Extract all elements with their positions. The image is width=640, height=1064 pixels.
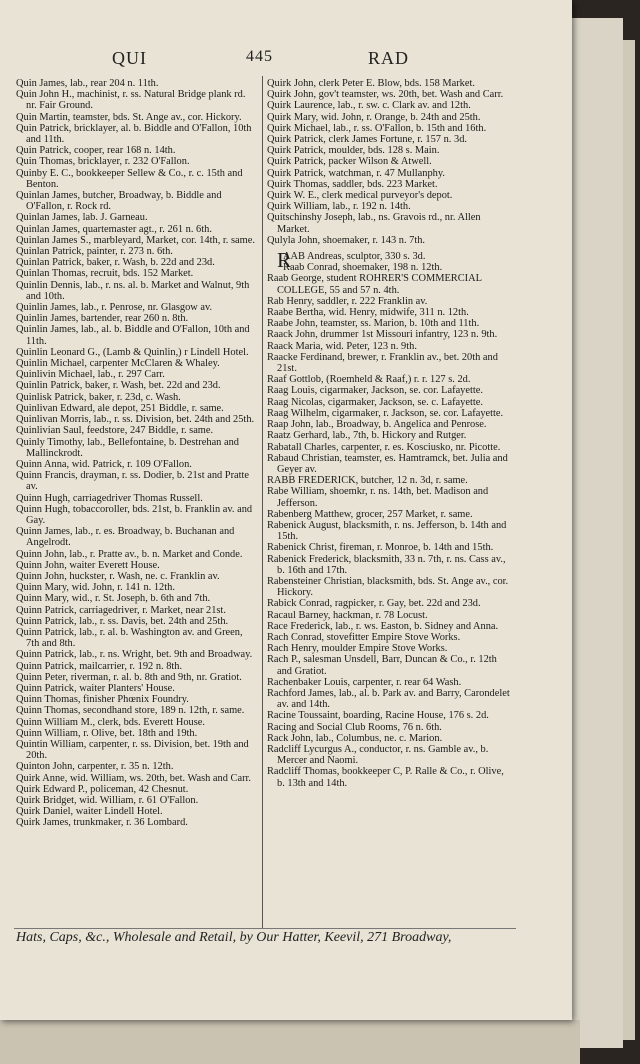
directory-entry: Quinn Thomas, secondhand store, 189 n. 12th, r. same. bbox=[16, 705, 245, 717]
directory-entry: Quinn Patrick, mailcarrier, r. 192 n. 8th. bbox=[16, 660, 183, 672]
header-right-guide: RAD bbox=[368, 48, 410, 68]
directory-entry: Raag Nicolas, cigarmaker, Jackson, se. c. Lafayette. bbox=[267, 396, 483, 408]
directory-entry: Quin Patrick, bricklayer, al. b. Biddle and O'Fallon, 10th and 11th. bbox=[16, 122, 252, 146]
directory-entry: Rach Henry, moulder Empire Stove Works. bbox=[267, 643, 448, 655]
directory-entry: Quinlan James, quartemaster agt., r. 261 n. 6th. bbox=[16, 223, 212, 235]
directory-entry: Raacke Ferdinand, brewer, r. Franklin av., bet. 20th and 21st. bbox=[267, 351, 498, 375]
directory-entry: Quinlin Michael, carpenter McClaren & Whaley. bbox=[16, 358, 220, 370]
directory-entry: Quinlin Patrick, baker, r. Wash, bet. 22d and 23d. bbox=[16, 380, 221, 392]
directory-entry: Quinlan Patrick, painter, r. 273 n. 6th. bbox=[16, 246, 173, 258]
directory-entry: Quin James, lab., rear 204 n. 11th. bbox=[16, 78, 159, 89]
directory-entry: Quirk Patrick, packer Wilson & Atwell. bbox=[267, 156, 432, 168]
page-number: 445 bbox=[246, 48, 273, 65]
footer-rule bbox=[14, 928, 516, 929]
directory-entry: Radcliff Thomas, bookkeeper C, P. Ralle & Co., r. Olive, b. 13th and 14th. bbox=[267, 766, 504, 789]
directory-entry: Raabe John, teamster, ss. Marion, b. 10th and 11th. bbox=[267, 318, 480, 330]
directory-entry: Quinn Patrick, lab., r. ns. Wright, bet. 9th and Broadway. bbox=[16, 649, 253, 661]
directory-entry: Rabick Conrad, ragpicker, r. Gay, bet. 22d and 23d. bbox=[267, 598, 481, 610]
directory-entry: Quinn James, lab., r. es. Broadway, b. Buchanan and Angelrodt. bbox=[16, 526, 235, 549]
directory-entry: Rach Conrad, stovefitter Empire Stove Works. bbox=[267, 631, 461, 643]
directory-entry: Quinn John, huckster, r. Wash, ne. c. Franklin av. bbox=[16, 570, 220, 582]
directory-entry: Quirk Mary, wid. John, r. Orange, b. 24th and 25th. bbox=[267, 111, 481, 123]
directory-entry: Quirk Thomas, saddler, bds. 223 Market. bbox=[267, 178, 438, 190]
directory-entry: Quinlan James S., marbleyard, Market, cor. 14th, r. same. bbox=[16, 234, 255, 246]
directory-entry: Quirk Patrick, clerk James Fortune, r. 157 n. 3d. bbox=[267, 134, 467, 146]
directory-entry: Quirk W. E., clerk medical purveyor's depot. bbox=[267, 190, 453, 202]
page-stack-bottom bbox=[0, 1020, 580, 1064]
directory-entry: Raab Conrad, shoemaker, 198 n. 12th. bbox=[283, 262, 443, 274]
directory-entry: Rabatall Charles, carpenter, r. es. Kosciusko, nr. Picotte. bbox=[267, 441, 501, 453]
directory-entry: Quinlivan Morris, lab., r. ss. Division, bet. 24th and 25th. bbox=[16, 414, 255, 426]
directory-entry: Quinn John, waiter Everett House. bbox=[16, 559, 160, 571]
directory-entry: Quinton John, carpenter, r. 35 n. 12th. bbox=[16, 761, 174, 773]
directory-entry: Raag Louis, cigarmaker, Jackson, se. cor. Lafayette. bbox=[267, 385, 483, 397]
right-top-entries bbox=[267, 78, 513, 246]
directory-entry: Quinly Timothy, lab., Bellefontaine, b. Destrehan and Mallinckrodt. bbox=[16, 436, 239, 459]
directory-entry: Rabenick Frederick, blacksmith, 33 n. 7th, r. ns. Cass av., b. 16th and 17th. bbox=[267, 553, 506, 576]
directory-entry: Quinlivin Michael, lab., r. 297 Carr. bbox=[16, 369, 165, 381]
directory-entry: Racing and Social Club Rooms, 76 n. 6th. bbox=[267, 721, 442, 733]
directory-entry: Quinn Francis, drayman, r. ss. Dodier, b. 21st and Pratte av. bbox=[16, 470, 250, 493]
directory-entry: Quinn Patrick, waiter Planters' House. bbox=[16, 682, 175, 694]
directory-entry: Rachford James, lab., al. b. Park av. and Barry, Carondelet av. and 14th. bbox=[267, 687, 510, 711]
directory-entry: Raabe Bertha, wid. Henry, midwife, 311 n. 12th. bbox=[267, 307, 469, 319]
directory-entry: Quirk Patrick, watchman, r. 47 Mullanphy. bbox=[267, 167, 445, 179]
directory-entry: Quinlan Patrick, baker, r. Wash, b. 22d and 23d. bbox=[16, 257, 215, 269]
directory-entry: Quirk Laurence, lab., r. sw. c. Clark av. and 12th. bbox=[267, 100, 471, 112]
directory-entry: Quinn John, lab., r. Pratte av., b. n. Market and Conde. bbox=[16, 548, 243, 560]
directory-entry: Quirk Bridget, wid. William, r. 61 O'Fallon. bbox=[16, 795, 199, 806]
directory-entry: Quinlan Thomas, recruit, bds. 152 Market. bbox=[16, 268, 194, 280]
directory-entry: Quinlin James, lab., r. Penrose, nr. Glasgow av. bbox=[16, 302, 213, 314]
drop-cap: R bbox=[277, 248, 292, 273]
directory-entry: Quinn Hugh, carriagedriver Thomas Russell. bbox=[16, 492, 203, 504]
header-left-guide: QUI bbox=[112, 48, 147, 68]
directory-entry: Quin Martin, teamster, bds. St. Ange av., cor. Hickory. bbox=[16, 111, 242, 123]
directory-entry: Quinn Hugh, tobaccoroller, bds. 21st, b. Franklin av. and Gay. bbox=[16, 503, 253, 526]
directory-entry: Quin John H., machinist, r. ss. Natural Bridge plank rd. nr. Fair Ground. bbox=[16, 89, 246, 112]
directory-entry: Quirk Michael, lab., r. ss. O'Fallon, b. 15th and 16th. bbox=[267, 122, 487, 134]
directory-entry: Quitschinshy Joseph, lab., ns. Gravois rd., nr. Allen Market. bbox=[267, 212, 481, 235]
directory-entry: Quinlan James, lab. J. Garneau. bbox=[16, 212, 148, 224]
directory-entry: Quirk John, gov't teamster, ws. 20th, bet. Wash and Carr. bbox=[267, 89, 504, 101]
directory-entry: Racine Toussaint, boarding, Racine House, 176 s. 2d. bbox=[267, 710, 489, 722]
right-column bbox=[267, 78, 513, 789]
directory-entry: Raack Maria, wid. Peter, 123 n. 9th. bbox=[267, 340, 417, 352]
directory-entry: Quinby E. C., bookkeeper Sellew & Co., r. c. 15th and Benton. bbox=[16, 167, 243, 190]
directory-entry: Quinn Patrick, lab., r. ss. Davis, bet. 24th and 25th. bbox=[16, 615, 229, 627]
directory-entry: Raatz Gerhard, lab., 7th, b. Hickory and Rutger. bbox=[267, 430, 467, 442]
directory-entry: RABB FREDERICK, butcher, 12 n. 3d, r. same. bbox=[267, 475, 468, 487]
directory-entry: Quirk Daniel, waiter Lindell Hotel. bbox=[16, 806, 163, 818]
directory-entry: Quinn Patrick, carriagedriver, r. Market, near 21st. bbox=[16, 604, 226, 616]
directory-entry: Quinlin James, lab., al. b. Biddle and O'Fallon, 10th and 11th. bbox=[16, 324, 250, 347]
directory-entry: Rabe William, shoemkr, r. ns. 14th, bet. Madison and Jefferson. bbox=[267, 486, 489, 509]
directory-entry: Rabenberg Matthew, grocer, 257 Market, r. same. bbox=[267, 508, 473, 520]
directory-entry: Quinn Anna, wid. Patrick, r. 109 O'Fallon. bbox=[16, 458, 192, 470]
directory-entry: Quinn William M., clerk, bds. Everett House. bbox=[16, 716, 205, 728]
directory-entry: Quinn Peter, riverman, r. al. b. 8th and 9th, nr. Gratiot. bbox=[16, 671, 242, 683]
directory-entry: Quinlin Leonard G., (Lamb & Quinlin,) r Lindell Hotel. bbox=[16, 346, 249, 358]
directory-entry: Quirk John, clerk Peter E. Blow, bds. 158 Market. bbox=[267, 78, 475, 89]
directory-entry: Radcliff Lycurgus A., conductor, r. ns. Gamble av., b. Mercer and Naomi. bbox=[267, 743, 489, 767]
page-header bbox=[0, 44, 572, 74]
footer-advert: Hats, Caps, &c., Wholesale and Retail, by Our Hatter, Keevil, 271 Broadway, bbox=[16, 930, 452, 945]
directory-entry: Rab Henry, saddler, r. 222 Franklin av. bbox=[267, 295, 428, 307]
directory-entry: Rach P., salesman Unsdell, Barr, Duncan & Co., r. 12th and Gratiot. bbox=[267, 654, 497, 677]
directory-entry: Quinlivian Saul, feedstore, 247 Biddle, r. same. bbox=[16, 425, 214, 437]
directory-entry: Quirk William, lab., r. 192 n. 14th. bbox=[267, 201, 411, 213]
directory-entry: Quinn Patrick, lab., r. al. b. Washington av. and Green, 7th and 8th. bbox=[16, 626, 243, 650]
directory-entry: Raap John, lab., Broadway, b. Angelica and Penrose. bbox=[267, 419, 487, 431]
directory-entry: Rabaud Christian, teamster, es. Hamtramck, bet. Julia and Geyer av. bbox=[267, 452, 508, 475]
directory-entry: Race Frederick, lab., r. ws. Easton, b. Sidney and Anna. bbox=[267, 620, 499, 632]
directory-entry: Quirk Edward P., policeman, 42 Chesnut. bbox=[16, 783, 189, 795]
directory-entry: Quintin William, carpenter, r. ss. Division, bet. 19th and 20th. bbox=[16, 738, 249, 762]
directory-entry: Qulyla John, shoemaker, r. 143 n. 7th. bbox=[267, 234, 426, 246]
directory-entry: Raack John, drummer 1st Missouri infantry, 123 n. 9th. bbox=[267, 329, 498, 341]
directory-entry: Rachenbaker Louis, carpenter, r. rear 64 Wash. bbox=[267, 676, 462, 688]
directory-entry: Rabenick August, blacksmith, r. ns. Jefferson, b. 14th and 15th. bbox=[267, 519, 507, 543]
directory-entry: Quirk James, trunkmaker, r. 36 Lombard. bbox=[16, 817, 188, 829]
directory-entry: Quin Patrick, cooper, rear 168 n. 14th. bbox=[16, 145, 176, 157]
directory-entry: Quinlin James, bartender, rear 260 n. 8th. bbox=[16, 313, 189, 325]
directory-entry: Raag Wilhelm, cigarmaker, r. Jackson, se. cor. Lafayette. bbox=[267, 407, 504, 419]
right-r-entries bbox=[267, 262, 513, 789]
directory-entry: Quirk Patrick, moulder, bds. 128 s. Main. bbox=[267, 145, 440, 157]
entry-text: AAB Andreas, sculptor, 330 s. 3d. bbox=[283, 251, 426, 263]
directory-entry: Quinlan James, butcher, Broadway, b. Biddle and O'Fallon, r. Rock rd. bbox=[16, 190, 222, 213]
directory-entry: Raaf Gottlob, (Roemheld & Raaf,) r. r. 127 s. 2d. bbox=[267, 374, 471, 386]
directory-entry: Quinn Mary, wid., r. St. Joseph, b. 6th and 7th. bbox=[16, 593, 211, 605]
directory-entry: Quinn William, r. Olive, bet. 18th and 19th. bbox=[16, 727, 198, 739]
directory-entry: Quirk Anne, wid. William, ws. 20th, bet. Wash and Carr. bbox=[16, 772, 252, 784]
column-divider bbox=[262, 76, 263, 928]
directory-entry: Rack John, lab., Columbus, ne. c. Marion. bbox=[267, 732, 443, 744]
directory-entry: Quinlin Dennis, lab., r. ns. al. b. Market and Walnut, 9th and 10th. bbox=[16, 279, 250, 302]
directory-entry: Quinn Thomas, finisher Phœnix Foundry. bbox=[16, 694, 189, 706]
directory-entry: Quin Thomas, bricklayer, r. 232 O'Fallon. bbox=[16, 156, 190, 168]
directory-entry: Rabenick Christ, fireman, r. Monroe, b. 14th and 15th. bbox=[267, 542, 494, 554]
directory-entry: Rabensteiner Christian, blacksmith, bds. St. Ange av., cor. Hickory. bbox=[267, 575, 509, 599]
directory-entry: Quinn Mary, wid. John, r. 141 n. 12th. bbox=[16, 582, 175, 594]
directory-entry: Raab George, student ROHRER'S COMMERCIAL COLLEGE, 55 and 57 n. 4th. bbox=[267, 273, 482, 296]
directory-entry: Quinlisk Patrick, baker, r. 23d, c. Wash. bbox=[16, 391, 181, 403]
left-column bbox=[16, 78, 258, 829]
directory-entry: Racaul Barney, hackman, r. 78 Locust. bbox=[267, 609, 428, 621]
directory-entry: Quinlivan Edward, ale depot, 251 Biddle, r. same. bbox=[16, 402, 224, 414]
